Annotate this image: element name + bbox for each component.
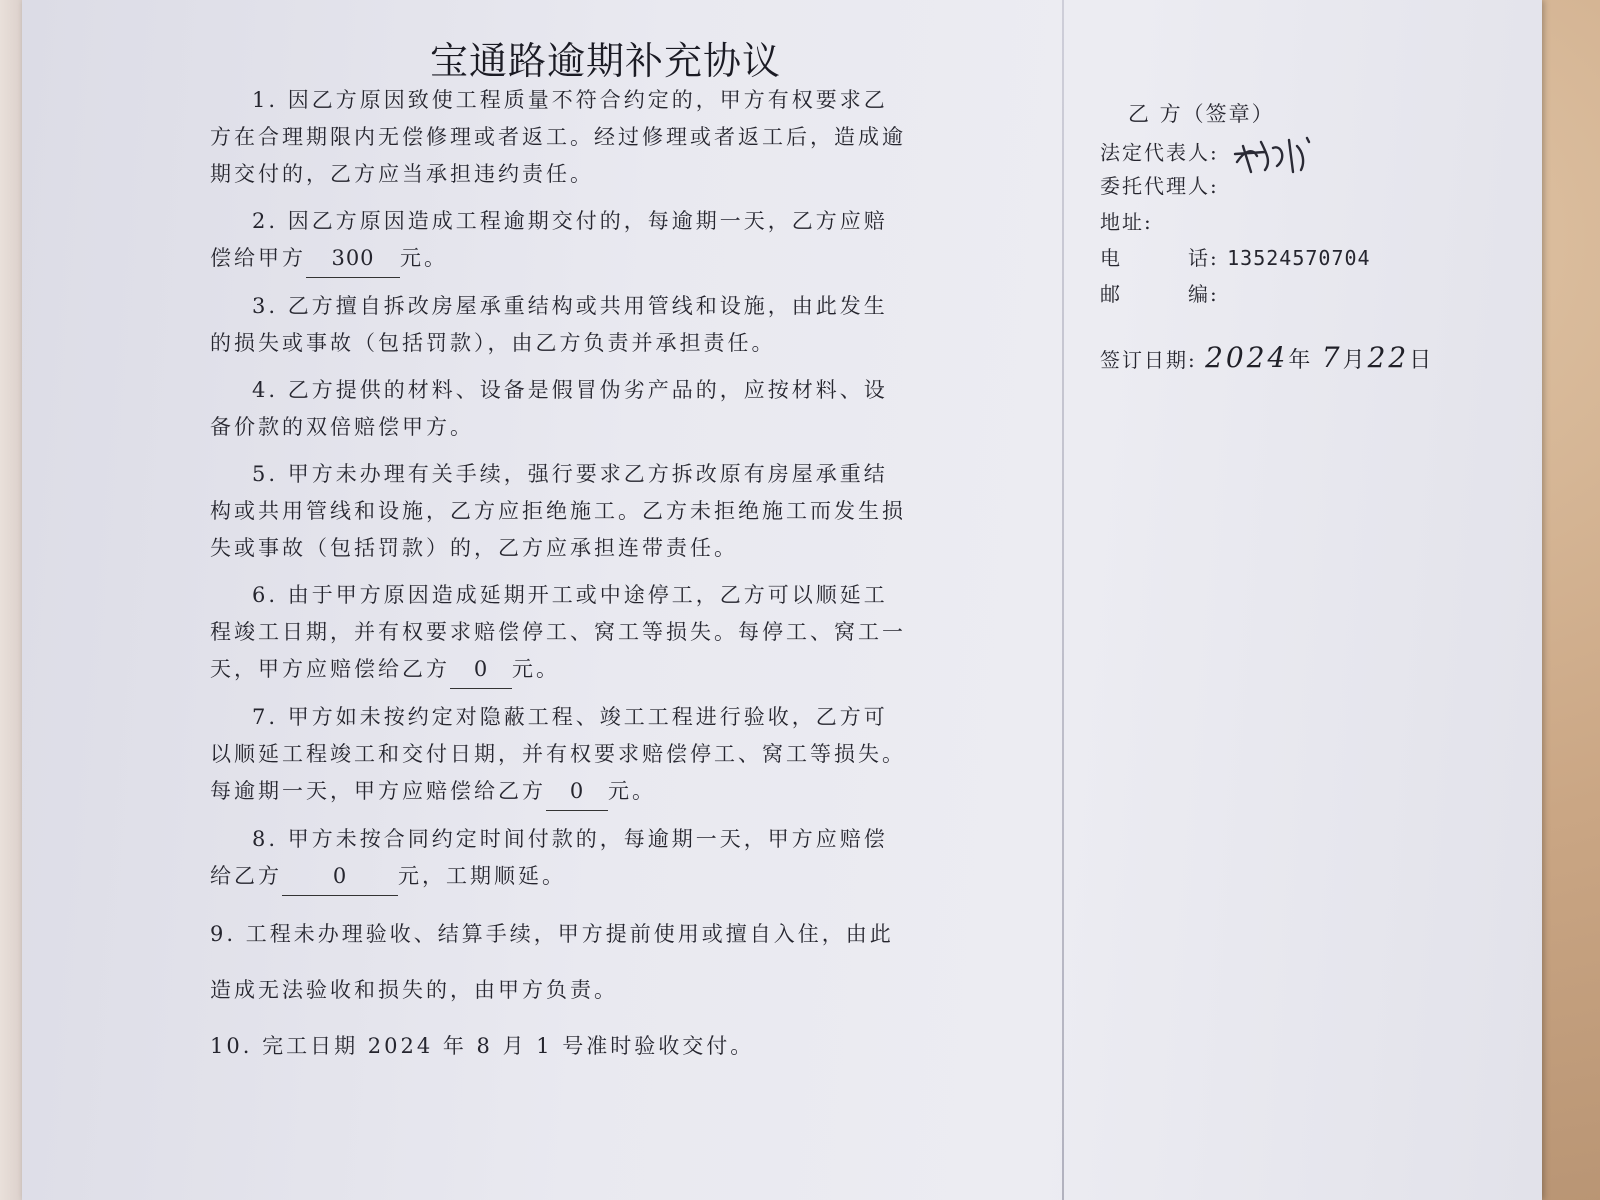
postcode-row: 邮 编:	[1100, 282, 1219, 306]
clause-8: 8. 甲方未按合同约定时间付款的，每逾期一天，甲方应赔偿给乙方 0 元，工期顺延。	[210, 821, 910, 896]
agent-row: 委托代理人:	[1100, 174, 1219, 198]
legal-rep-row	[1100, 132, 1480, 168]
clause-1: 1. 因乙方原因致使工程质量不符合约定的，甲方有权要求乙方在合理期限内无偿修理或者返工。经过修理或者返工后，造成逾期交付的，乙方应当承担违约责任。	[210, 88, 906, 186]
signing-date-row	[1100, 340, 1480, 376]
payment-amount-blank: 0	[282, 858, 398, 896]
clause-7: 7. 甲方如未按约定对隐蔽工程、竣工工程进行验收，乙方可以顺延工程竣工和交付日期，并有权要求赔偿停工、窝工等损失。每逾期一天，甲方应赔偿给乙方 0 元。	[210, 699, 910, 811]
address-row: 地址:	[1100, 210, 1153, 234]
phone-label: 电 话:	[1100, 246, 1219, 270]
clauses-column	[210, 82, 910, 1075]
clause-9: 9. 工程未办理验收、结算手续，甲方提前使用或擅自入住，由此造成无法验收和损失的，由甲方负责。	[210, 922, 894, 1002]
date-day-unit: 日	[1409, 348, 1435, 373]
date-month-unit: 月	[1342, 348, 1368, 373]
paper-fold-line	[1062, 0, 1064, 1200]
signing-date-label: 签订日期:	[1100, 348, 1197, 372]
acceptance-amount-blank: 0	[546, 773, 608, 811]
clause-3: 3. 乙方擅自拆改房屋承重结构或共用管线和设施，由此发生的损失或事故（包括罚款），由乙方负责并承担责任。	[210, 294, 888, 355]
clause-6: 6. 由于甲方原因造成延期开工或中途停工，乙方可以顺延工程竣工日期，并有权要求赔偿停工、窝工等损失。每停工、窝工一天，甲方应赔偿给乙方 0 元。	[210, 577, 910, 689]
date-month: 7	[1321, 341, 1343, 374]
document-title: 宝通路逾期补充协议	[430, 39, 782, 83]
handwritten-signature	[1231, 132, 1321, 176]
clause-4: 4. 乙方提供的材料、设备是假冒伪劣产品的，应按材料、设备价款的双倍赔偿甲方。	[210, 378, 888, 439]
clause-5: 5. 甲方未办理有关手续，强行要求乙方拆改原有房屋承重结构或共用管线和设施，乙方应拒绝施工。乙方未拒绝施工而发生损失或事故（包括罚款）的，乙方应承担连带责任。	[210, 462, 906, 560]
penalty-amount-blank: 300	[306, 240, 400, 278]
phone-row	[1100, 240, 1480, 276]
clause-10: 10. 完工日期 2024 年 8 月 1 号准时验收交付。	[210, 1034, 755, 1058]
phone-number: 13524570704	[1227, 246, 1371, 270]
date-year-unit: 年	[1288, 348, 1314, 373]
party-b-heading: 乙 方（签章）	[1128, 102, 1275, 126]
date-year: 2024	[1205, 341, 1289, 374]
legal-rep-label: 法定代表人:	[1100, 140, 1219, 165]
party-b-block	[1100, 96, 1480, 376]
clause-2: 2. 因乙方原因造成工程逾期交付的，每逾期一天，乙方应赔偿给甲方 300 元。	[210, 203, 910, 278]
agreement-sheet	[22, 0, 1542, 1200]
date-day: 22	[1367, 341, 1410, 374]
stoppage-amount-blank: 0	[450, 651, 512, 689]
